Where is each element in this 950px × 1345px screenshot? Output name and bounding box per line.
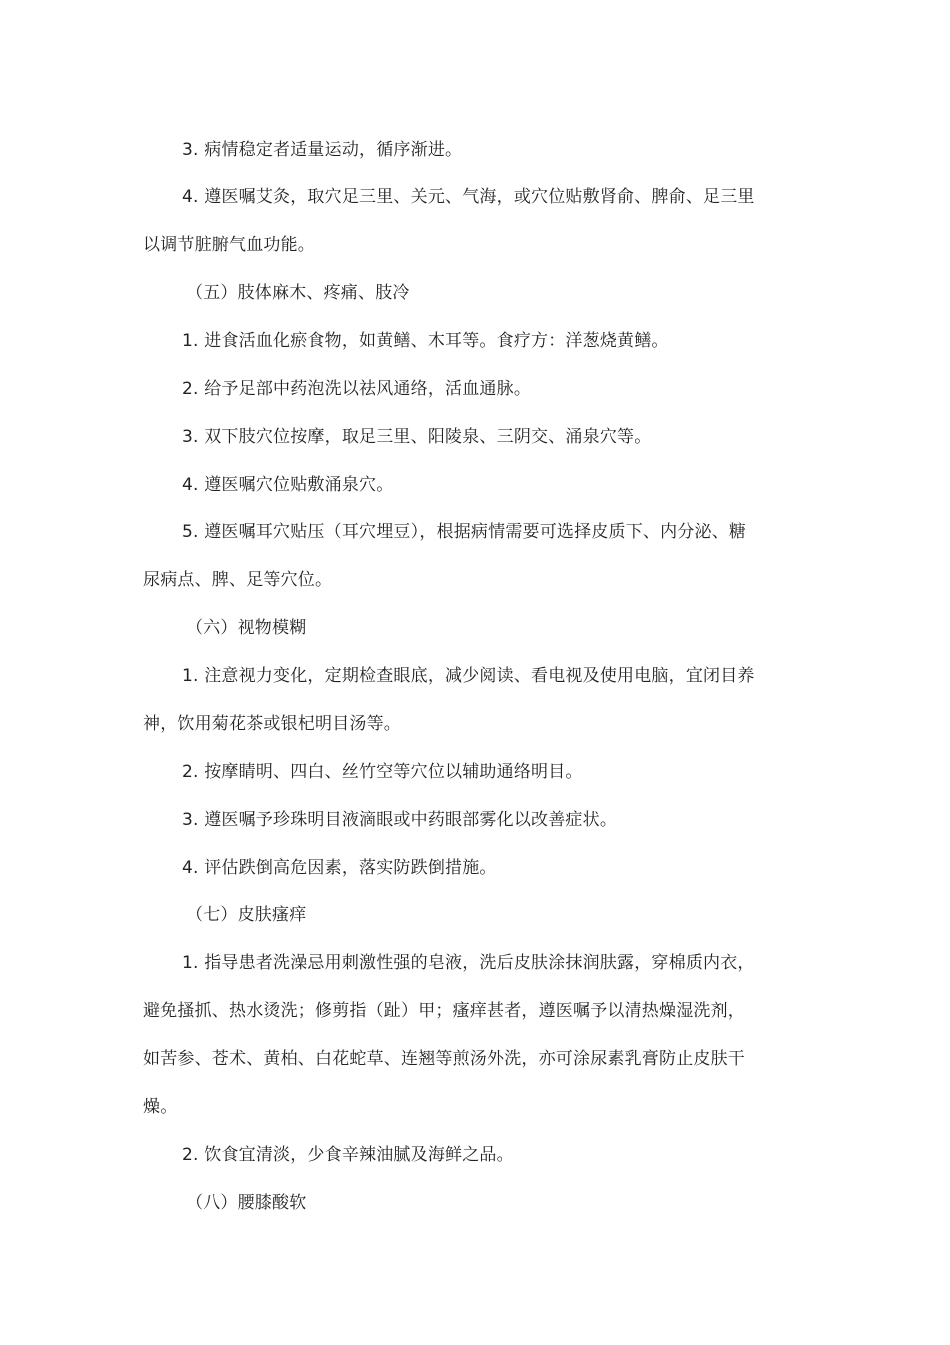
paragraph-line: 神，饮用菊花茶或银杞明目汤等。 — [143, 714, 401, 734]
paragraph-line: 3. 遵医嘱予珍珠明目液滴眼或中药眼部雾化以改善症状。 — [182, 810, 618, 830]
section-heading: （八）腰膝酸软 — [186, 1193, 307, 1213]
paragraph-line: 2. 饮食宜清淡，少食辛辣油腻及海鲜之品。 — [182, 1145, 514, 1165]
paragraph-line: 尿病点、脾、足等穴位。 — [143, 570, 333, 590]
paragraph-line: 避免搔抓、热水烫洗；修剪指（趾）甲；瘙痒甚者，遵医嘱予以清热燥湿洗剂， — [143, 1001, 745, 1021]
paragraph-line: 1. 指导患者洗澡忌用刺激性强的皂液，洗后皮肤涂抹润肤露，穿棉质内衣， — [182, 953, 755, 973]
paragraph-line: 4. 遵医嘱艾灸，取穴足三里、关元、气海，或穴位贴敷肾俞、脾俞、足三里 — [182, 187, 755, 207]
section-heading: （五）肢体麻木、疼痛、肢冷 — [186, 283, 410, 303]
section-heading: （六）视物模糊 — [186, 618, 307, 638]
paragraph-line: 燥。 — [143, 1097, 178, 1117]
paragraph-line: 4. 评估跌倒高危因素，落实防跌倒措施。 — [182, 858, 497, 878]
paragraph-line: 1. 注意视力变化，定期检查眼底，减少阅读、看电视及使用电脑，宜闭目养 — [182, 666, 755, 686]
paragraph-line: 以调节脏腑气血功能。 — [143, 235, 315, 255]
paragraph-line: 1. 进食活血化瘀食物，如黄鳝、木耳等。食疗方：洋葱烧黄鳝。 — [182, 331, 669, 351]
paragraph-line: 2. 按摩睛明、四白、丝竹空等穴位以辅助通络明目。 — [182, 762, 583, 782]
paragraph-line: 4. 遵医嘱穴位贴敷涌泉穴。 — [182, 475, 394, 495]
paragraph-line: 如苦参、苍术、黄柏、白花蛇草、连翘等煎汤外洗，亦可涂尿素乳膏防止皮肤干 — [143, 1049, 745, 1069]
paragraph-line: 5. 遵医嘱耳穴贴压（耳穴埋豆），根据病情需要可选择皮质下、内分泌、糖 — [182, 522, 747, 542]
section-heading: （七）皮肤瘙痒 — [186, 905, 307, 925]
paragraph-line: 3. 病情稳定者适量运动，循序渐进。 — [182, 140, 463, 160]
paragraph-line: 2. 给予足部中药泡洗以祛风通络，活血通脉。 — [182, 379, 532, 399]
paragraph-line: 3. 双下肢穴位按摩，取足三里、阳陵泉、三阴交、涌泉穴等。 — [182, 427, 652, 447]
